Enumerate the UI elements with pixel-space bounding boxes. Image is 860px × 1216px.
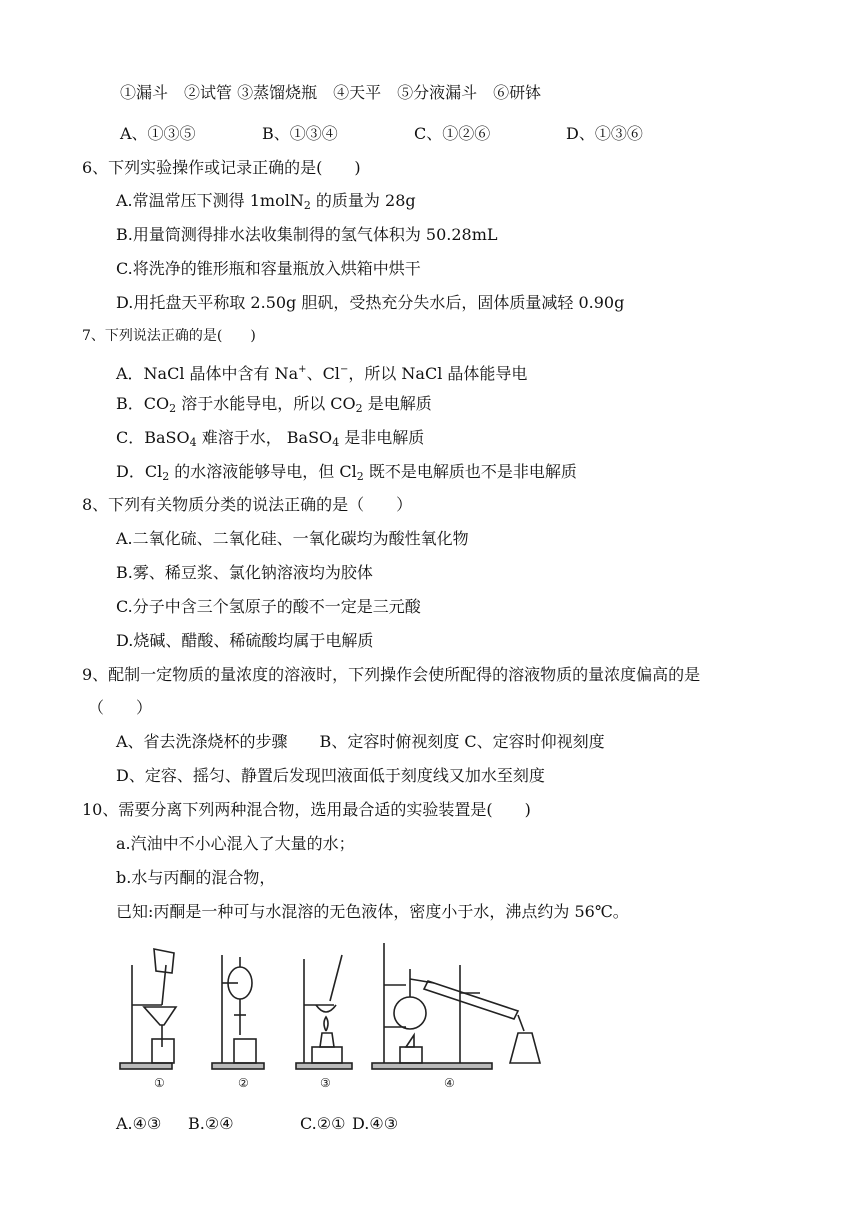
filtration-apparatus	[120, 949, 176, 1069]
q6-option-d: D.用托盘天平称取 2.50g 胆矾，受热充分失水后，固体质量减轻 0.90g	[116, 293, 625, 312]
q7-option-d: D．$Cl_2$ 的水溶液能够导电，但 $Cl_2$ 既不是电解质也不是非电解质	[116, 462, 577, 483]
q10-item-b: b.水与丙酮的混合物，	[116, 868, 276, 887]
evaporation-apparatus	[296, 955, 352, 1069]
q7-option-b: B．$CO_2$ 溶于水能导电，所以 $CO_2$ 是电解质	[116, 394, 432, 415]
q10-option-c: C.②①	[300, 1114, 346, 1133]
figure-label-3: ③	[320, 1076, 331, 1090]
q5-option-a: A、①③⑤	[120, 124, 196, 143]
q10-option-b: B.②④	[188, 1114, 234, 1133]
q5-option-c: C、①②⑥	[414, 124, 491, 143]
q6-option-c: C.将洗净的锥形瓶和容量瓶放入烘箱中烘干	[116, 259, 421, 278]
q5-items: ①漏斗 ②试管 ③蒸馏烧瓶 ④天平 ⑤分液漏斗 ⑥研钵	[120, 83, 542, 102]
figure-label-1: ①	[154, 1076, 165, 1090]
q9-answer-paren: （ ）	[88, 698, 153, 717]
q6-option-b: B.用量筒测得排水法收集制得的氢气体积为 50.28mL	[116, 225, 498, 244]
q8-option-d: D.烧碱、醋酸、稀硫酸均属于电解质	[116, 631, 374, 650]
q7-stem: 7、下列说法正确的是( )	[82, 328, 256, 344]
figure-label-2: ②	[238, 1076, 249, 1090]
q8-stem: 8、下列有关物质分类的说法正确的是（ ）	[82, 495, 413, 514]
q9-option-d: D、定容、摇匀、静置后发现凹液面低于刻度线又加水至刻度	[116, 766, 545, 785]
figure-label-4: ④	[444, 1076, 455, 1090]
q7-option-c: C．BaSO$_4$ 难溶于水， BaSO$_4$ 是非电解质	[116, 428, 425, 449]
q10-option-d: D.④③	[352, 1114, 399, 1133]
q10-stem: 10、需要分离下列两种混合物，选用最合适的实验装置是( )	[82, 800, 531, 819]
q8-option-b: B.雾、稀豆浆、氯化钠溶液均为胶体	[116, 563, 373, 582]
q8-option-a: A.二氧化硫、二氧化硅、一氧化碳均为酸性氧化物	[116, 529, 469, 548]
q5-option-b: B、①③④	[262, 124, 338, 143]
q8-option-c: C.分子中含三个氢原子的酸不一定是三元酸	[116, 597, 421, 616]
q5-option-d: D、①③⑥	[566, 124, 643, 143]
q10-item-a: a.汽油中不小心混入了大量的水；	[116, 834, 355, 853]
q9-options-abc: A、省去洗涤烧杯的步骤 B、定容时俯视刻度 C、定容时仰视刻度	[116, 732, 605, 751]
separatory-funnel-apparatus	[212, 955, 264, 1069]
q7-option-a: A．NaCl 晶体中含有 Na+、Cl−，所以 NaCl 晶体能导电	[116, 364, 528, 383]
distillation-apparatus	[372, 943, 540, 1069]
apparatus-figure	[114, 935, 544, 1095]
q10-known-note: 已知:丙酮是一种可与水混溶的无色液体，密度小于水，沸点约为 56℃。	[116, 902, 629, 921]
q10-option-a: A.④③	[116, 1114, 162, 1133]
q9-stem: 9、配制一定物质的量浓度的溶液时，下列操作会使所配得的溶液物质的量浓度偏高的是	[82, 665, 701, 684]
q6-option-a: A.常温常压下测得 1molN$_2$ 的质量为 28g	[116, 191, 416, 212]
q6-stem: 6、下列实验操作或记录正确的是( )	[82, 158, 361, 177]
